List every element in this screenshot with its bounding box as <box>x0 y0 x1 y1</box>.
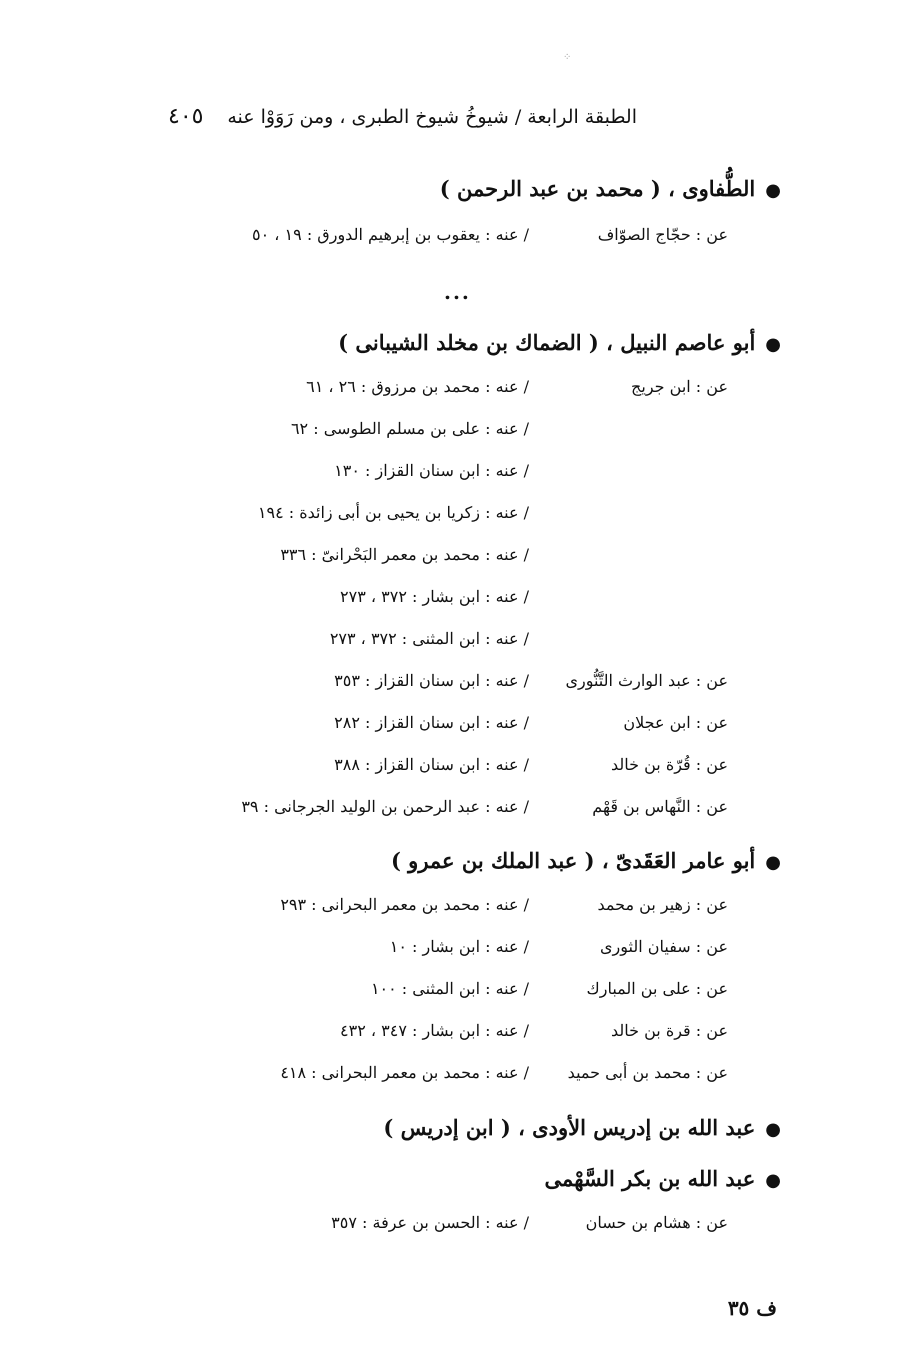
entry-via: / عنه : ابن بشار : ١٠ <box>389 937 529 956</box>
entry-heading-text: عبد الله بن بكر السَّهْمى <box>544 1166 756 1191</box>
entry-from: عن : سفيان الثورى <box>600 937 728 956</box>
entry-via: / عنه : زكريا بن يحيى بن أبى زائدة : ١٩٤ <box>257 503 529 522</box>
entry-from: عن : حجّاج الصوّاف <box>597 225 728 244</box>
entry-via: / عنه : محمد بن معمر البَحْرانىّ : ٣٣٦ <box>280 545 529 564</box>
entry-from: عن : قُرّة بن خالد <box>611 755 728 774</box>
bullet-icon: ● <box>765 852 781 873</box>
entry-heading <box>338 330 781 355</box>
bullet-icon: ● <box>765 334 781 355</box>
entry-via: / عنه : محمد بن مرزوق : ٢٦ ، ٦١ <box>306 377 529 396</box>
entry-heading <box>391 848 781 873</box>
entry-heading <box>440 176 781 201</box>
scan-speck: ⁘ <box>563 52 572 63</box>
entry-from: عن : على بن المبارك <box>586 979 728 998</box>
entry-from: عن : ابن عجلان <box>623 713 728 732</box>
entry-via: / عنه : محمد بن معمر البحرانى : ٢٩٣ <box>280 895 529 914</box>
entry-via: / عنه : ابن المثنى : ٣٧٢ ، ٢٧٣ <box>329 629 529 648</box>
entry-via: / عنه : الحسن بن عرفة : ٣٥٧ <box>331 1213 529 1232</box>
entry-heading <box>545 1166 781 1191</box>
entry-via: / عنه : ابن سنان القزاز : ٣٥٣ <box>334 671 529 690</box>
bullet-icon: ● <box>765 180 781 201</box>
running-header-title: الطبقة الرابعة / شيوخُ شيوخ الطبرى ، ومن رَوَوْا عنه <box>227 106 637 128</box>
entry-from: عن : هشام بن حسان <box>585 1213 728 1232</box>
entry-via: / عنه : على بن مسلم الطوسى : ٦٢ <box>290 419 529 438</box>
entry-from: عن : زهير بن محمد <box>597 895 728 914</box>
signature-mark: ف ٣٥ <box>727 1296 777 1320</box>
bullet-icon: ● <box>765 1170 781 1191</box>
page-number: ٤٠٥ <box>168 104 204 129</box>
entry-heading-text: أبو عامر العَقَدىّ ، ( عبد الملك بن عمرو ) <box>390 848 756 873</box>
entry-heading-text: عبد الله بن إدريس الأودى ، ( ابن إدريس ) <box>383 1115 756 1140</box>
entry-heading-text: الطُّفاوى ، ( محمد بن عبد الرحمن ) <box>439 176 756 201</box>
entry-via: / عنه : ابن سنان القزاز : ١٣٠ <box>334 461 529 480</box>
entry-via: / عنه : ابن بشار : ٣٤٧ ، ٤٣٢ <box>340 1021 529 1040</box>
entry-from: عن : ابن جريج <box>631 377 728 396</box>
ellipsis-separator: ... <box>444 280 471 304</box>
entry-via: / عنه : ابن سنان القزاز : ٣٨٨ <box>334 755 529 774</box>
entry-heading-text: أبو عاصم النبيل ، ( الضماك بن مخلد الشيبانى ) <box>338 330 756 355</box>
entry-from: عن : عبد الوارث التَّنُّورى <box>565 671 728 690</box>
bullet-icon: ● <box>765 1119 781 1140</box>
entry-via: / عنه : يعقوب بن إبرهيم الدورق : ١٩ ، ٥٠ <box>252 225 529 244</box>
entry-from: عن : محمد بن أبى حميد <box>567 1063 728 1082</box>
entry-heading <box>383 1115 781 1140</box>
entry-via: / عنه : ابن المثنى : ١٠٠ <box>370 979 529 998</box>
entry-from: عن : النَّهاس بن قَهْم <box>592 797 728 816</box>
entry-via: / عنه : عبد الرحمن بن الوليد الجرجانى : ٣٩ <box>241 797 529 816</box>
entry-from: عن : قرة بن خالد <box>611 1021 728 1040</box>
entry-via: / عنه : محمد بن معمر البحرانى : ٤١٨ <box>280 1063 529 1082</box>
entry-via: / عنه : ابن بشار : ٣٧٢ ، ٢٧٣ <box>340 587 529 606</box>
entry-via: / عنه : ابن سنان القزاز : ٢٨٢ <box>334 713 529 732</box>
